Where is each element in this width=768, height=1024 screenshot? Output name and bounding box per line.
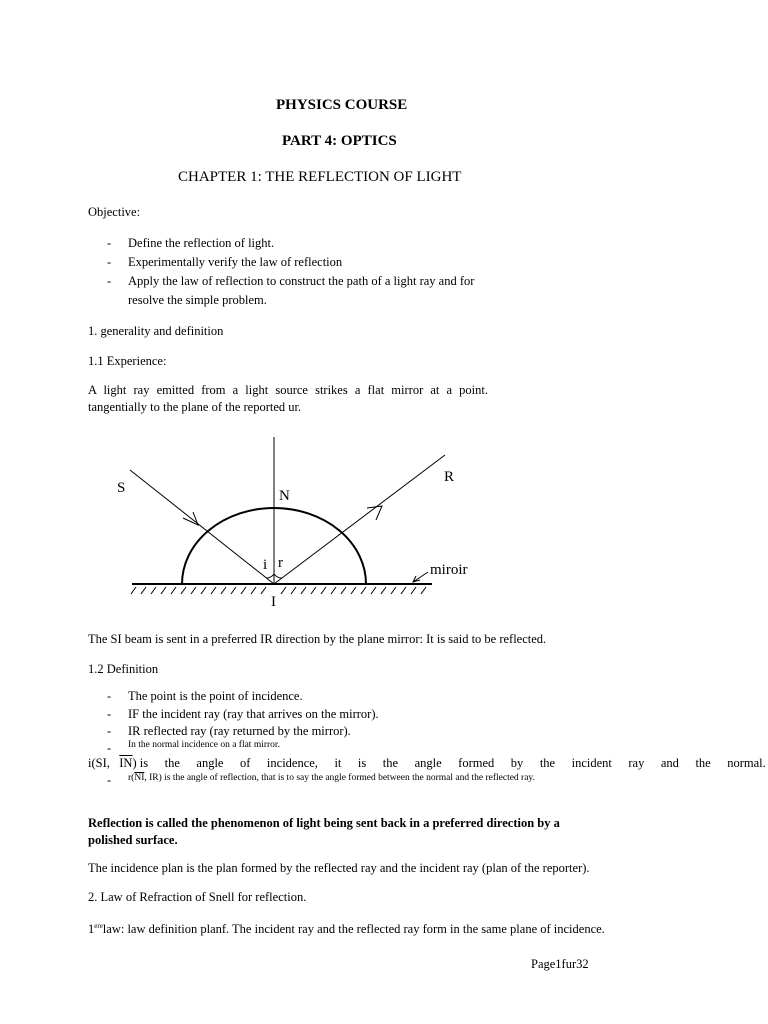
incidence-plan-sentence: The incidence plan is the plan formed by the reflected ray and the incident ray (plan of the reporter). [88, 861, 590, 875]
objective-item-continued: resolve the simple problem. [128, 293, 267, 307]
experience-paragraph-line-1: A light ray emitted from a light source strikes a flat mirror at a point. [88, 383, 488, 397]
label-r: R [444, 469, 455, 485]
angle-r-arc [274, 574, 282, 578]
section-1-2-heading: 1.2 Definition [88, 662, 159, 676]
incident-ray [130, 470, 274, 584]
label-mirror: miroir [430, 562, 468, 578]
reflected-ray [274, 455, 445, 584]
experience-paragraph-line-2: tangentially to the plane of the reported ur. [88, 400, 302, 414]
mirror-hatching [131, 587, 426, 594]
section-1-1-heading: 1.1 Experience: [88, 354, 167, 368]
label-n: N [279, 488, 290, 504]
objective-label: Objective: [88, 205, 141, 219]
first-law-line: 1erelaw: law definition planf. The incident ray and the reflected ray form in the same plane of incidence. [88, 922, 605, 937]
reflection-sentence: The SI beam is sent in a preferred IR direction by the plane mirror: It is said to be reflected. [88, 632, 547, 646]
reflection-angle-line: $r(\overline{NI}$, IR) is the angle of reflection, that is to say the angle formed between the normal and the reflected ray. [128, 773, 535, 783]
incidence-angle-prefix: i(SI, $\overline{IN}$) is [88, 756, 149, 770]
definition-bold-line-1: Reflection is called the phenomenon of light being sent back in a preferred direction by a [88, 816, 560, 830]
label-point-i: I [271, 594, 276, 610]
objective-item: Experimentally verify the law of reflection [128, 255, 343, 269]
definition-item: The point is the point of incidence. [128, 689, 303, 703]
page-number: Page1fur32 [531, 957, 589, 971]
definition-item: IF the incident ray (ray that arrives on the mirror). [128, 707, 379, 721]
label-s: S [117, 480, 126, 496]
part-title: PART 4: OPTICS [282, 133, 397, 149]
chapter-title: CHAPTER 1: THE REFLECTION OF LIGHT [178, 169, 462, 185]
angle-i-arc [266, 574, 274, 578]
definition-item: IR reflected ray (ray returned by the mirror). [128, 724, 351, 738]
course-title: PHYSICS COURSE [276, 97, 408, 113]
section-2-heading: 2. Law of Refraction of Snell for reflection. [88, 890, 307, 904]
definition-bold-line-2: polished surface. [88, 833, 178, 847]
incidence-angle-line: i(SI, $\overline{IN}$) is the angle of incidence, it is the angle formed by the incident ray and the normal. [88, 756, 766, 770]
label-i-angle: i [263, 557, 268, 573]
definition-item-small: In the normal incidence on a flat mirror. [128, 740, 280, 750]
objective-item: Define the reflection of light. [128, 236, 275, 250]
objective-item: Apply the law of reflection to construct the path of a light ray and for [128, 274, 475, 288]
label-r-angle: r [278, 555, 283, 571]
section-1-heading: 1. generality and definition [88, 324, 224, 338]
